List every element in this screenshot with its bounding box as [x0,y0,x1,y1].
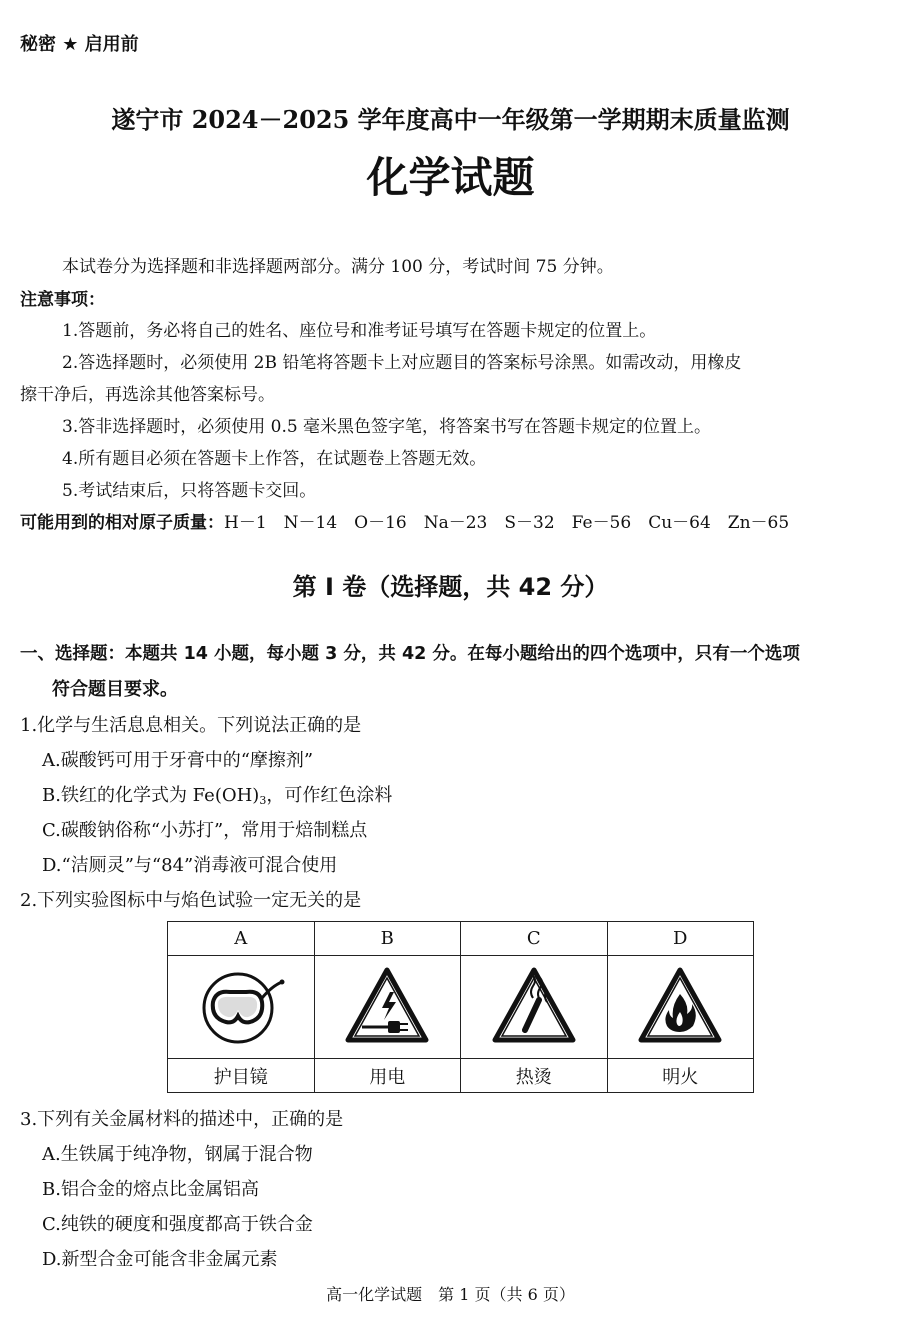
notice-item-2: 2.答选择题时，必须使用 2B 铅笔将答题卡上对应题目的答案标号涂黑。如需改动，用橡皮 [62,353,742,373]
q3-option-c: C.纯铁的硬度和强度都高于铁合金 [42,1214,313,1235]
subject-title: 化学试题 [366,153,535,202]
q1-option-d: D.“洁厕灵”与“84”消毒液可混合使用 [42,855,338,876]
q1-option-c: C.碳酸钠俗称“小苏打”，常用于焙制糕点 [42,820,368,841]
q2-icon-table [167,921,754,1093]
notice-item-3: 3.答非选择题时，必须使用 0.5 毫米黑色签字笔，将答案书写在答题卡规定的位置上。 [62,417,712,437]
section-title: 第 Ⅰ 卷（选择题，共 42 分） [292,573,609,601]
goggles-icon [196,962,286,1052]
q2-col-c-letter: C [461,922,608,956]
notice-item-4: 4.所有题目必须在答题卡上作答，在试题卷上答题无效。 [62,449,487,469]
exam-title: 遂宁市 2024－2025 学年度高中一年级第一学期期末质量监测 [111,105,790,134]
notice-item-5: 5.考试结束后，只将答题卡交回。 [62,481,317,501]
q3-option-a: A.生铁属于纯净物，钢属于混合物 [42,1144,313,1165]
q1-stem: 1.化学与生活息息相关。下列说法正确的是 [20,715,362,736]
section-instructions: 一、选择题：本题共 14 小题，每小题 3 分，共 42 分。在每小题给出的四个选项中，只有一个选项 [20,644,800,664]
confidential-label: 秘密 ★ 启用前 [20,34,139,55]
q1-option-b: B.铁红的化学式为 $Fe(OH)_3$，可作红色涂料 [42,785,393,807]
q2-col-a-label: 护目镜 [168,1059,315,1093]
q3-option-d: D.新型合金可能含非金属元素 [42,1249,278,1270]
atomic-masses-values: H－1 N－14 O－16 Na－23 S－32 Fe－56 Cu－64 Zn－65 [224,513,790,533]
q2-col-b-label: 用电 [314,1059,461,1093]
q1-option-a: A.碳酸钙可用于牙膏中的“摩擦剂” [42,750,314,771]
q2-col-d-label: 明火 [607,1059,754,1093]
atomic-masses [20,508,789,533]
notice-title: 注意事项： [20,290,105,310]
q2-col-a-letter: A [168,922,315,956]
q2-stem: 2.下列实验图标中与焰色试验一定无关的是 [20,890,362,911]
page-footer: 高一化学试题 第 1 页（共 6 页） [326,1285,575,1304]
section-instructions-cont: 符合题目要求。 [52,679,178,700]
open-flame-icon [635,964,725,1050]
notice-item-1: 1.答题前，务必将自己的姓名、座位号和准考证号填写在答题卡规定的位置上。 [62,321,657,341]
q2-col-b-letter: B [314,922,461,956]
q2-col-c-label: 热烫 [461,1059,608,1093]
atomic-masses-label: 可能用到的相对原子质量： [20,513,224,533]
q3-stem: 3.下列有关金属材料的描述中，正确的是 [20,1109,344,1130]
intro-text: 本试卷分为选择题和非选择题两部分。满分 100 分，考试时间 75 分钟。 [62,257,614,277]
hot-surface-icon [489,964,579,1050]
q2-col-d-letter: D [607,922,754,956]
notice-item-2-cont: 擦干净后，再选涂其他答案标号。 [20,385,275,405]
electricity-icon [342,964,432,1050]
q3-option-b: B.铝合金的熔点比金属铝高 [42,1179,259,1200]
